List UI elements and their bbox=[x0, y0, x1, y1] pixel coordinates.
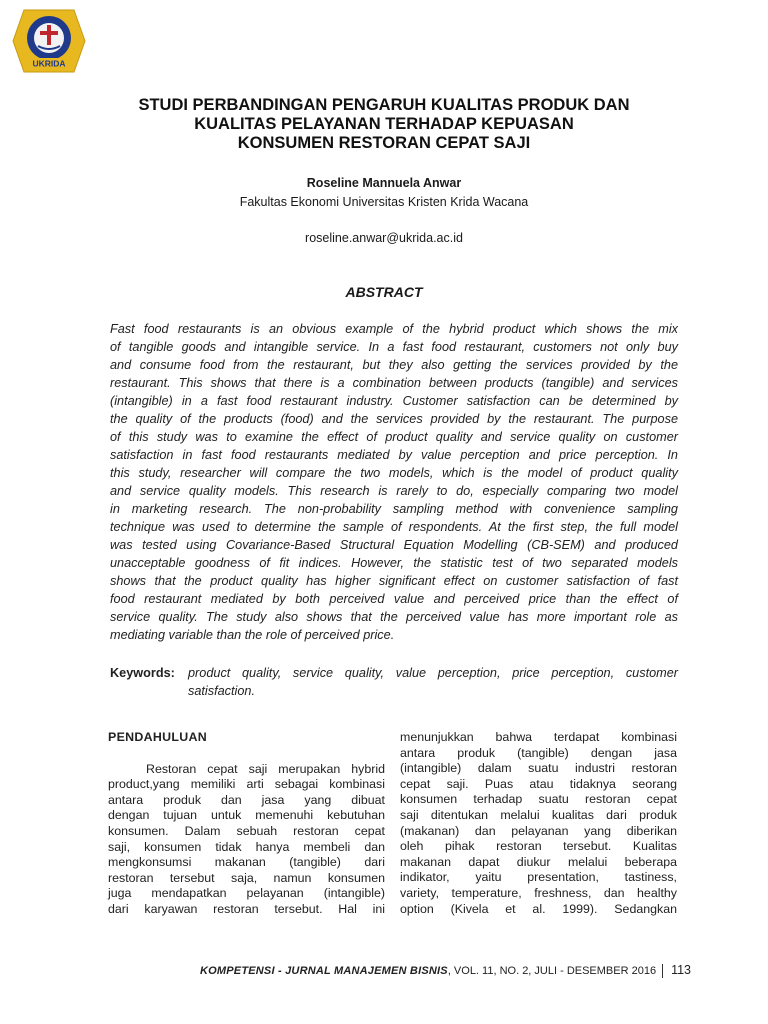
keywords-text bbox=[188, 664, 678, 700]
abstract-line: technique was used to determine the sample of respondents. At the first step, the full model bbox=[110, 520, 678, 534]
svg-text:UKRIDA: UKRIDA bbox=[32, 58, 66, 69]
section-heading: PENDAHULUAN bbox=[108, 730, 207, 744]
footer-issue: , VOL. 11, NO. 2, JULI - DESEMBER 2016 bbox=[447, 965, 657, 977]
body-line: oleh pihak restoran tersebut. Kualitas bbox=[400, 839, 677, 854]
abstract-line: unacceptable goodness of fit indices. However, the statistic test of two separated models bbox=[110, 556, 678, 570]
body-column-right bbox=[400, 730, 677, 917]
body-line: Restoran cepat saji merupakan hybrid bbox=[146, 761, 385, 776]
abstract-heading: ABSTRACT bbox=[345, 284, 423, 300]
body-line: antara produk dan jasa yang dibuat bbox=[108, 792, 385, 807]
body-line: variety, temperature, freshness, dan healthy bbox=[400, 885, 677, 900]
body-line: antara produk (tangible) dengan jasa bbox=[400, 745, 677, 760]
body-column-left bbox=[108, 730, 385, 918]
abstract-line: satisfaction in fast food restaurants mediated by value perception and price perception. In bbox=[110, 448, 678, 462]
body-line: konsumen. Dalam sebuah restoran cepat bbox=[108, 823, 385, 838]
body-line: product,yang memiliki arti sebagai kombinasi bbox=[108, 777, 385, 792]
body-line: mengkonsumsi makanan (tangible) dari bbox=[108, 855, 385, 870]
abstract-line: food restaurant mediated by both perceived value and perceived price than the effect of bbox=[110, 592, 678, 606]
body-line: saji ditentukan melalui kualitas dari produk bbox=[400, 807, 677, 822]
body-line: dengan tujuan untuk memenuhi kebutuhan bbox=[108, 808, 385, 823]
ukrida-logo bbox=[12, 8, 86, 74]
abstract-line: and service quality models. This research is rarely to do, especially comparing two model bbox=[110, 484, 678, 498]
abstract-line: of this study was to examine the effect of product quality and service quality on customer bbox=[110, 430, 678, 444]
keywords-line: satisfaction. bbox=[188, 684, 255, 698]
body-line: indikator, yaitu presentation, tastiness, bbox=[400, 870, 677, 885]
body-line: juga mendapatkan pelayanan (intangible) bbox=[108, 886, 385, 901]
abstract-line: in marketing research. The non-probability sampling method with convenience sampling bbox=[110, 502, 678, 516]
body-line: saji, konsumen tidak hanya membeli dan bbox=[108, 839, 385, 854]
body-line: restoran tersebut saja, namun konsumen bbox=[108, 870, 385, 885]
page-number: 113 bbox=[671, 963, 692, 977]
title-line: STUDI PERBANDINGAN PENGARUH KUALITAS PRODUK DAN bbox=[138, 96, 630, 114]
abstract-line: mediating variable than the role of perceived price. bbox=[110, 628, 395, 642]
abstract-line: restaurant. This shows that there is a combination between products (tangible) and services bbox=[110, 376, 678, 390]
body-line: cepat saji. Puas atau tidaknya seorang bbox=[400, 776, 677, 791]
footer-journal-name: KOMPETENSI - JURNAL MANAJEMEN BISNIS bbox=[200, 965, 448, 977]
abstract-line: shows that the product quality has higher significant effect on customer satisfaction of fast bbox=[110, 574, 678, 588]
title-line: KONSUMEN RESTORAN CEPAT SAJI bbox=[237, 134, 531, 152]
author-email: roseline.anwar@ukrida.ac.id bbox=[305, 231, 463, 245]
abstract-line: service quality. The study also shows that the perceived value has more important role as bbox=[110, 610, 678, 624]
body-line: (makanan) dan pelayanan yang diberikan bbox=[400, 823, 677, 838]
author-affiliation: Fakultas Ekonomi Universitas Kristen Krida Wacana bbox=[239, 195, 529, 209]
abstract-line: was tested using Covariance-Based Structural Equation Modelling (CB-SEM) and produced bbox=[110, 538, 678, 552]
abstract-line: (intangible) in a fast food restaurant industry. Customer satisfaction can be determined by bbox=[110, 394, 678, 408]
abstract-text bbox=[110, 320, 678, 644]
keywords-label: Keywords: bbox=[110, 666, 175, 680]
author-name: Roseline Mannuela Anwar bbox=[306, 176, 462, 190]
body-line: dari karyawan restoran tersebut. Hal ini bbox=[108, 901, 385, 916]
abstract-line: Fast food restaurants is an obvious example of the hybrid product which shows the mix bbox=[110, 322, 678, 336]
page-footer bbox=[200, 963, 691, 978]
title-line: KUALITAS PELAYANAN TERHADAP KEPUASAN bbox=[194, 115, 574, 133]
footer-divider bbox=[662, 964, 663, 978]
body-line: option (Kivela et al. 1999). Sedangkan bbox=[400, 901, 677, 916]
abstract-line: of tangible goods and intangible service. In a fast food restaurant, customers not only buy bbox=[110, 340, 678, 354]
paper-title bbox=[80, 96, 688, 153]
body-line: makanan dapat diukur melalui beberapa bbox=[400, 854, 677, 869]
body-line: (intangible) dalam suatu industri restoran bbox=[400, 761, 677, 776]
keywords-line: product quality, service quality, value perception, price perception, customer bbox=[188, 666, 678, 680]
abstract-line: and consume food from the restaurant, but they also getting the services provided by the bbox=[110, 358, 678, 372]
abstract-line: the quality of the products (food) and the services provided by the restaurant. The purpose bbox=[110, 412, 678, 426]
body-line: menunjukkan bahwa terdapat kombinasi bbox=[400, 730, 677, 744]
abstract-line: this study, researcher will compare the two models, which is the model of product quality bbox=[110, 466, 678, 480]
body-line: konsumen terhadap suatu restoran cepat bbox=[400, 792, 677, 807]
